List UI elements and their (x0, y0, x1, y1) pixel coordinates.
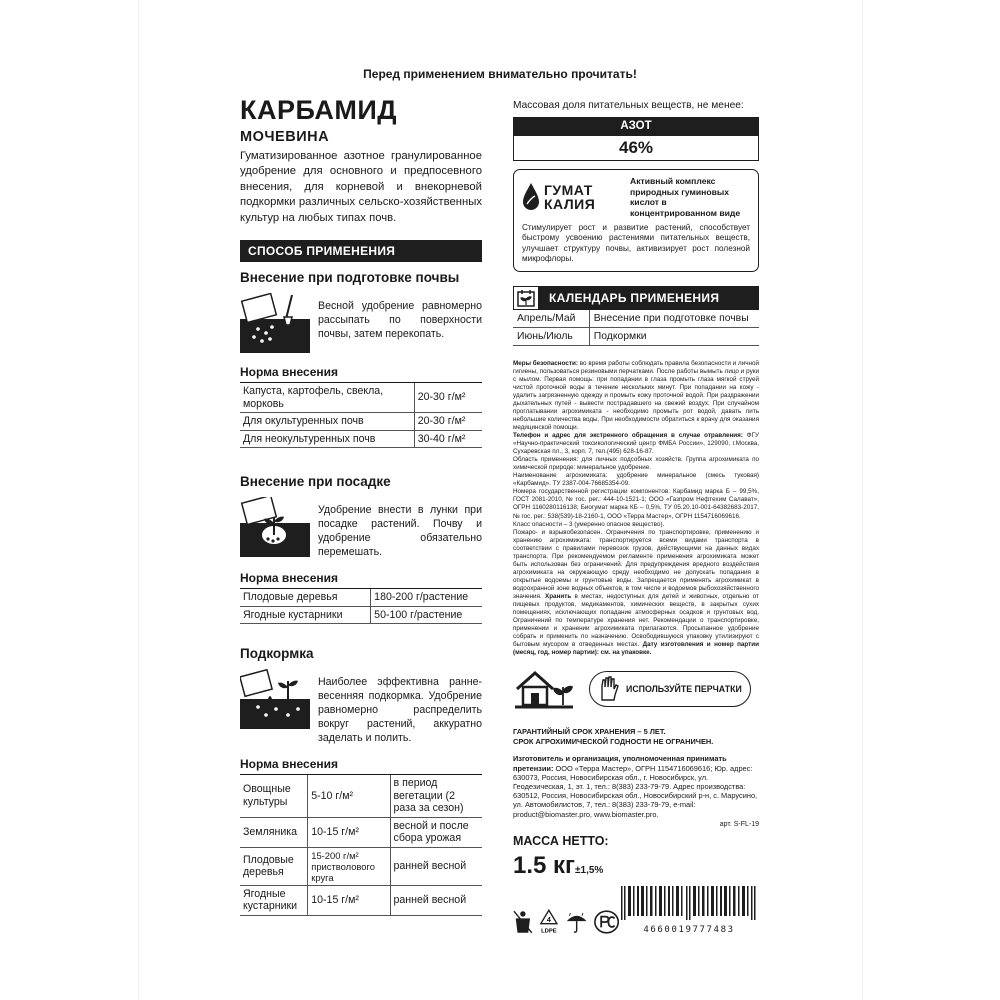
table-cell: Ягодные кустарники (240, 885, 308, 915)
manufacturer-info (513, 754, 759, 818)
product-description: Гуматизированное азотное гранулированное удобрение для основного и предпосевного внесения, для корневой и внекорневой подкормки различных сельско-хозяйственных культур на любых типах почв. (240, 150, 482, 224)
table-cell: ранней весной (390, 885, 482, 915)
safety-label: Меры безопасности: (513, 359, 578, 367)
method-row-soil (240, 293, 482, 353)
gumat-description: Активный комплекс природных гуминовых кислот в концентрированном виде (630, 176, 741, 218)
read-before-use-warning: Перед применением внимательно прочитать! (363, 67, 637, 81)
soil-spreading-icon (240, 293, 310, 353)
hazard-class-text: Класс опасности – 3 (умеренно опасное вещество). (513, 520, 665, 528)
method-header: СПОСОБ ПРИМЕНЕНИЯ (240, 240, 482, 262)
table-cell: в период вегетации (2 раза за сезон) (390, 775, 482, 817)
table-row (240, 885, 482, 915)
method-title-top-dressing: Подкормка (240, 646, 314, 662)
table-cell: Для неокультуренных почв (240, 430, 414, 448)
table-row (513, 310, 759, 328)
method-row-planting (240, 497, 482, 559)
right-column (513, 100, 759, 935)
manufacturer-text: ООО «Терра Мастер», ОГРН 1154716069616; Юр. адрес: 630073, Россия, Новосибирская обл., г. Новосибирск, ул. Геодезическая, 1, эт. 1, тел.: 8(383) 233-79-79. Адрес производства: 630512, Россия, Новосибирская обл., Новосибирский р-н, с. Марусино, ул. Автомобилистов, 7, тел.: 8(383) 233-79-79, e-mail: product@biomaster.pro, www.biomaster.pro. (513, 763, 758, 819)
gumat-name-line2: КАЛИЯ (544, 196, 596, 212)
norm-table-planting (240, 589, 482, 624)
method-title-planting: Внесение при посадке (240, 474, 391, 490)
gumat-header (522, 176, 750, 218)
scope-text: Область применения: для личных подсобных хозяйств. Группа агрохимиката по химической природе: минеральное удобрение. (513, 456, 759, 472)
table-cell: Июнь/Июль (513, 327, 589, 345)
use-gloves-label: ИСПОЛЬЗУЙТЕ ПЕРЧАТКИ (626, 684, 742, 695)
table-cell: 5-10 г/м² (308, 775, 390, 817)
table-row (240, 430, 482, 448)
bag-edge-right (862, 0, 863, 1000)
calendar-sprout-icon (513, 286, 539, 310)
storage-text: в местах, недоступных для детей и животных, отдельно от пищевых продуктов, медикаментов, химических веществ, в закрытых сухих помещениях, исключающих попадание атмосферных осадков и грунтовых вод. Ограничений по температуре хранения нет. Рекомендации о транспортировке, применении и хранении агрохимиката прилагаются. Просыпанное удобрение собрать и применить по назначению. Освободившуюся упаковку утилизируют с бытовым мусором в отведенных местах. (513, 592, 760, 649)
table-cell: Овощные культуры (240, 775, 308, 817)
table-cell: Для окультуренных почв (240, 413, 414, 431)
guarantee-line1: ГАРАНТИЙНЫЙ СРОК ХРАНЕНИЯ – 5 ЛЕТ. (513, 727, 666, 737)
guarantee-line2: СРОК АГРОХИМИЧЕСКОЙ ГОДНОСТИ НЕ ОГРАНИЧЕН. (513, 736, 714, 746)
barcode (619, 886, 759, 935)
norm-table-top-dressing (240, 775, 482, 916)
keep-dry-icon (565, 909, 588, 935)
planting-hole-icon (240, 497, 310, 557)
table-cell: 180-200 г/растение (371, 589, 482, 606)
method-text-soil: Весной удобрение равномерно рассыпать по поверхности почвы, затем перекопать. (318, 300, 482, 341)
table-cell: Внесение при подготовке почвы (589, 310, 759, 328)
markings-row (513, 886, 759, 935)
table-cell: 30-40 г/м² (414, 430, 482, 448)
table-cell: Ягодные кустарники (240, 606, 371, 624)
batch-info-label: Дату изготовления и номер партии (месяц, год, номер партии): см. на упаковке. (513, 641, 760, 657)
table-cell: 10-15 г/м² (308, 885, 390, 915)
table-row (240, 606, 482, 624)
table-row (513, 327, 759, 345)
gumat-name-line1: ГУМАТ (544, 182, 593, 198)
recycle-label: LDPE (540, 928, 557, 935)
left-column (240, 95, 482, 916)
potassium-humate-box (513, 169, 759, 272)
product-title: КАРБАМИД (240, 95, 397, 125)
table-cell: 20-30 г/м² (414, 383, 482, 413)
registration-text: Номера государственной регистрации компонентов: Карбамид марка Б – 99,5%, ГОСТ 2081-2010, № гос. рег.: 444-10-1521-1; ООО «Газпром Нефтехим Салават», ОГРН 1160280116138; Биогумат марка КБ – 0,5%, ТУ 05.20.10-001-64382683-2017, № гос. рег.: 538(539)-18-2160-1, ООО «Терра Мастер», ОГРН 1154716069616. (513, 488, 759, 520)
table-cell: 50-100 г/растение (371, 606, 482, 624)
norm-title-soil: Норма внесения (240, 365, 482, 383)
method-title-soil: Внесение при подготовке почвы (240, 270, 460, 286)
top-dressing-icon (240, 669, 310, 729)
safety-instructions (513, 360, 759, 658)
glove-icon (598, 676, 620, 702)
table-cell: Плодовые деревья (240, 847, 308, 885)
trash-bin-icon (513, 909, 533, 935)
table-cell: Апрель/Май (513, 310, 589, 328)
net-mass-label: МАССА НЕТТО: (513, 833, 609, 848)
gumat-name (544, 183, 595, 211)
method-text-planting: Удобрение внести в лунки при посадке растений. Почву и удобрение обязательно перемешать. (318, 504, 482, 559)
leaf-drop-icon (522, 182, 540, 212)
method-text-top-dressing: Наиболее эффективна ранне-весенняя подкормка. Удобрение равномерно распределить вокруг растений, аккуратно заделать и полить. (318, 676, 482, 745)
calendar-header (513, 286, 759, 310)
table-cell: 10-15 г/м² (308, 817, 390, 847)
net-mass-value (513, 852, 759, 880)
calendar-title: КАЛЕНДАРЬ ПРИМЕНЕНИЯ (549, 290, 720, 305)
table-row (240, 383, 482, 413)
rst-certification-icon (594, 909, 619, 935)
agrochemical-name-text: Наименование агрохимиката: удобрение минеральное (смесь туковая) «Карбамид». ТУ 2387-004-76685354-09. (513, 472, 759, 488)
nutrient-share-label: Массовая доля питательных веществ, не менее: (513, 100, 744, 111)
barcode-number: 4660019777483 (643, 924, 735, 935)
article-number: арт. S-FL-19 (719, 820, 759, 828)
storage-label: Хранить (545, 592, 572, 600)
table-cell: весной и после сбора урожая (390, 817, 482, 847)
guarantee-block (513, 727, 759, 746)
bag-edge-left (138, 0, 139, 1000)
emergency-text: ФГУ «Научно-практический токсикологический центр ФМБА России», 129090, г.Москва, Сухаревская пл., 3, корп. 7, тел.(495) 628-16-87. (513, 432, 759, 456)
table-row (240, 413, 482, 431)
recycle-number: 4 (546, 915, 551, 924)
safety-text: во время работы соблюдать правила безопасности и личной гигиены, пользоваться резиновыми перчатками. После работы вымыть лицо и руки с мылом. Первая помощь: при попадании в глаза промыть глаза мягкой струей чистой проточной воды в течение нескольких минут. При попадании на кожу - удалить загрязненную одежду и промыть кожу проточной водой. При раздражении дыхательных путей - вывести пострадавшего на свежий воздух. При случайном проглатывании агрохимиката - необходимо промыть рот водой, давать пить небольшие количества воды. При необходимости обратиться к врачу для оказания медицинской помощи. (513, 359, 759, 431)
table-cell: Земляника (240, 817, 308, 847)
gumat-body: Стимулирует рост и развитие растений, способствует быстрому усвоению растениями питательных веществ, улучшает структуру почвы, активизирует рост полезной микрофлоры. (522, 223, 750, 264)
table-cell: Капуста, картофель, свекла, морковь (240, 383, 414, 413)
pictogram-row (513, 667, 759, 711)
table-row (240, 847, 482, 885)
method-row-top-dressing (240, 669, 482, 745)
net-mass-number: 1.5 кг (513, 851, 576, 879)
emergency-label: Телефон и адрес для экстренного обращения в случае отравления: (513, 432, 743, 440)
table-row (240, 817, 482, 847)
norm-title-planting: Норма внесения (240, 571, 482, 589)
table-cell: Подкормки (589, 327, 759, 345)
table-cell: 15-200 г/м² пристволового круга (308, 847, 390, 885)
norm-title-top-dressing: Норма внесения (240, 757, 482, 775)
table-cell: ранней весной (390, 847, 482, 885)
recycle-icon (539, 907, 559, 935)
manufacturer-label: Изготовитель и организация, уполномоченная принимать претензии: (513, 754, 727, 773)
product-subtitle: МОЧЕВИНА (240, 129, 330, 145)
home-garden-icon (513, 667, 575, 711)
use-gloves-badge (589, 671, 751, 707)
nitrogen-label: АЗОТ (513, 117, 759, 135)
net-mass-tolerance: ±1,5% (575, 864, 604, 876)
table-row (240, 589, 482, 606)
gumat-brand (522, 182, 630, 212)
transport-text: Пожаро- и взрывобезопасен. Ограничения по транспортировке, применению и хранению агрохимиката: транспортируется всеми видами транспорта в соответствии с правилами перевозок грузов, действующими на данных видах транспорта. При рекомендуемом регламенте применения агрохимиката может быть использован без ограничений. Для предупреждения вредного воздействия агрохимиката на окружающую среду необходимо не допускать попадания в открытые водоемы и грунтовые воды. Запрещается применять агрохимикат в водоохранной зоне водных объектов, в том числе и водоемов рыбохозяйственного значения. (513, 528, 759, 600)
barcode-bars (619, 886, 759, 920)
nitrogen-value: 46% (513, 135, 759, 161)
table-row (240, 775, 482, 817)
table-cell: Плодовые деревья (240, 589, 371, 606)
table-cell: 20-30 г/м² (414, 413, 482, 431)
norm-table-soil (240, 383, 482, 448)
calendar-table (513, 310, 759, 346)
